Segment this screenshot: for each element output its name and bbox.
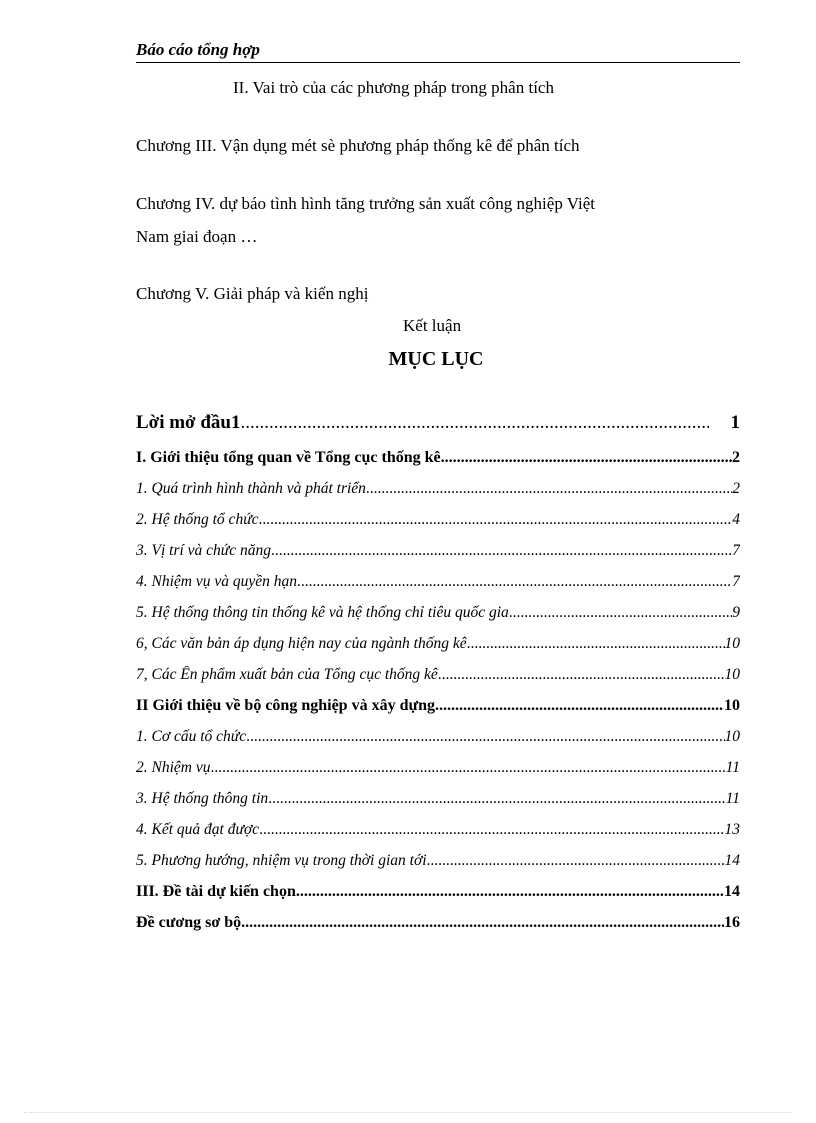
- toc-entry-1-5[interactable]: [136, 604, 740, 635]
- toc-leader-dots: [259, 821, 724, 839]
- toc-entry-page: 10: [724, 635, 740, 652]
- toc-entry-1-6[interactable]: [136, 635, 740, 666]
- outline-chuong-5: Chương V. Giải pháp và kiến nghị: [136, 284, 369, 303]
- toc-entry-1-7[interactable]: [136, 666, 740, 697]
- toc-entry-page: 7: [732, 573, 740, 590]
- table-of-contents: [136, 412, 740, 945]
- toc-entry-page: 14: [724, 883, 740, 900]
- toc-entry-section-3[interactable]: [136, 883, 740, 914]
- toc-entry-label: 4. Nhiệm vụ và quyền hạn: [136, 573, 297, 590]
- toc-entry-label: 1. Cơ cấu tổ chức: [136, 728, 247, 745]
- toc-entry-label: Đề cương sơ bộ: [136, 914, 242, 931]
- toc-entry-label: II Giới thiệu về bộ công nghiệp và xây dựng: [136, 697, 435, 714]
- toc-entry-page: 10: [724, 728, 740, 745]
- toc-entry-page: 2: [732, 449, 740, 466]
- toc-entry-de-cuong[interactable]: [136, 914, 740, 945]
- toc-leader-dots: [366, 480, 732, 498]
- outline-chuong-4-line-2: Nam giai đoạn …: [136, 227, 258, 246]
- header-title: Báo cáo tổng hợp: [136, 40, 260, 59]
- toc-entry-page: 11: [725, 759, 740, 776]
- toc-entry-label: 5. Hệ thống thông tin thống kê và hệ thống chỉ tiêu quốc gia: [136, 604, 509, 621]
- toc-entry-label: 2. Hệ thống tổ chức: [136, 511, 259, 528]
- toc-entry-page: 14: [724, 852, 740, 869]
- toc-title: MỤC LỤC: [388, 348, 484, 370]
- page-bottom-rule: [24, 1112, 792, 1113]
- toc-leader-dots: [435, 697, 724, 715]
- toc-entry-1-2[interactable]: [136, 511, 740, 542]
- toc-entry-label: Lời mở đầu1: [136, 412, 241, 433]
- toc-entry-section-1[interactable]: [136, 449, 740, 480]
- toc-entry-1-4[interactable]: [136, 573, 740, 604]
- toc-entry-2-4[interactable]: [136, 821, 740, 852]
- toc-entry-label: 1. Quá trình hình thành và phát triển: [136, 480, 366, 497]
- toc-entry-section-2[interactable]: [136, 697, 740, 728]
- toc-entry-label: III. Đề tài dự kiến chọn: [136, 883, 296, 900]
- toc-entry-page: 2: [732, 480, 740, 497]
- toc-entry-page: 4: [732, 511, 740, 528]
- toc-entry-page: 7: [732, 542, 740, 559]
- outline-ket-luan: Kết luận: [403, 316, 462, 335]
- toc-leader-dots: [240, 412, 708, 434]
- toc-leader-dots: [296, 883, 724, 901]
- toc-leader-dots: [427, 852, 725, 870]
- toc-leader-dots: [438, 666, 725, 684]
- toc-entry-2-3[interactable]: [136, 790, 740, 821]
- toc-entry-2-5[interactable]: [136, 852, 740, 883]
- toc-entry-label: 7, Các Ên phẩm xuất bản của Tổng cục thống kê: [136, 666, 438, 683]
- toc-entry-page: 9: [732, 604, 740, 621]
- toc-leader-dots: [297, 573, 732, 591]
- toc-entry-page: 1: [730, 412, 740, 433]
- toc-entry-loi-mo-dau[interactable]: [136, 412, 740, 449]
- toc-entry-label: 2. Nhiệm vụ: [136, 759, 211, 776]
- toc-entry-1-1[interactable]: [136, 480, 740, 511]
- toc-entry-label: 6, Các văn bản áp dụng hiện nay của ngành thống kê: [136, 635, 467, 652]
- toc-leader-dots: [246, 728, 724, 746]
- toc-entry-label: 4. Kết quả đạt được: [136, 821, 260, 838]
- toc-leader-dots: [467, 635, 725, 653]
- outline-chuong-3: Chương III. Vận dụng mét sè phương pháp thống kê để phân tích: [136, 136, 580, 155]
- toc-entry-1-3[interactable]: [136, 542, 740, 573]
- toc-entry-label: 3. Hệ thống thông tin: [136, 790, 269, 807]
- toc-leader-dots: [259, 511, 733, 529]
- toc-leader-dots: [268, 790, 725, 808]
- outline-chuong-4-line-1: Chương IV. dự báo tình hình tăng trưởng sản xuất công nghiệp Việt: [136, 194, 596, 213]
- toc-leader-dots: [509, 604, 732, 622]
- toc-entry-2-2[interactable]: [136, 759, 740, 790]
- toc-entry-2-1[interactable]: [136, 728, 740, 759]
- toc-leader-dots: [441, 449, 732, 467]
- toc-entry-page: 13: [724, 821, 740, 838]
- page-header: [136, 40, 740, 63]
- toc-leader-dots: [271, 542, 732, 560]
- toc-leader-dots: [241, 914, 724, 932]
- toc-entry-page: 10: [724, 697, 740, 714]
- toc-entry-page: 16: [724, 914, 740, 931]
- toc-entry-label: 5. Phương hướng, nhiệm vụ trong thời gian tới: [136, 852, 427, 869]
- toc-entry-label: 3. Vị trí và chức năng: [136, 542, 272, 559]
- toc-entry-page: 11: [725, 790, 740, 807]
- toc-leader-dots: [210, 759, 725, 777]
- toc-entry-page: 10: [724, 666, 740, 683]
- outline-vai-tro: II. Vai trò của các phương pháp trong phân tích: [233, 78, 554, 97]
- toc-entry-label: I. Giới thiệu tổng quan về Tổng cục thống kê: [136, 449, 441, 466]
